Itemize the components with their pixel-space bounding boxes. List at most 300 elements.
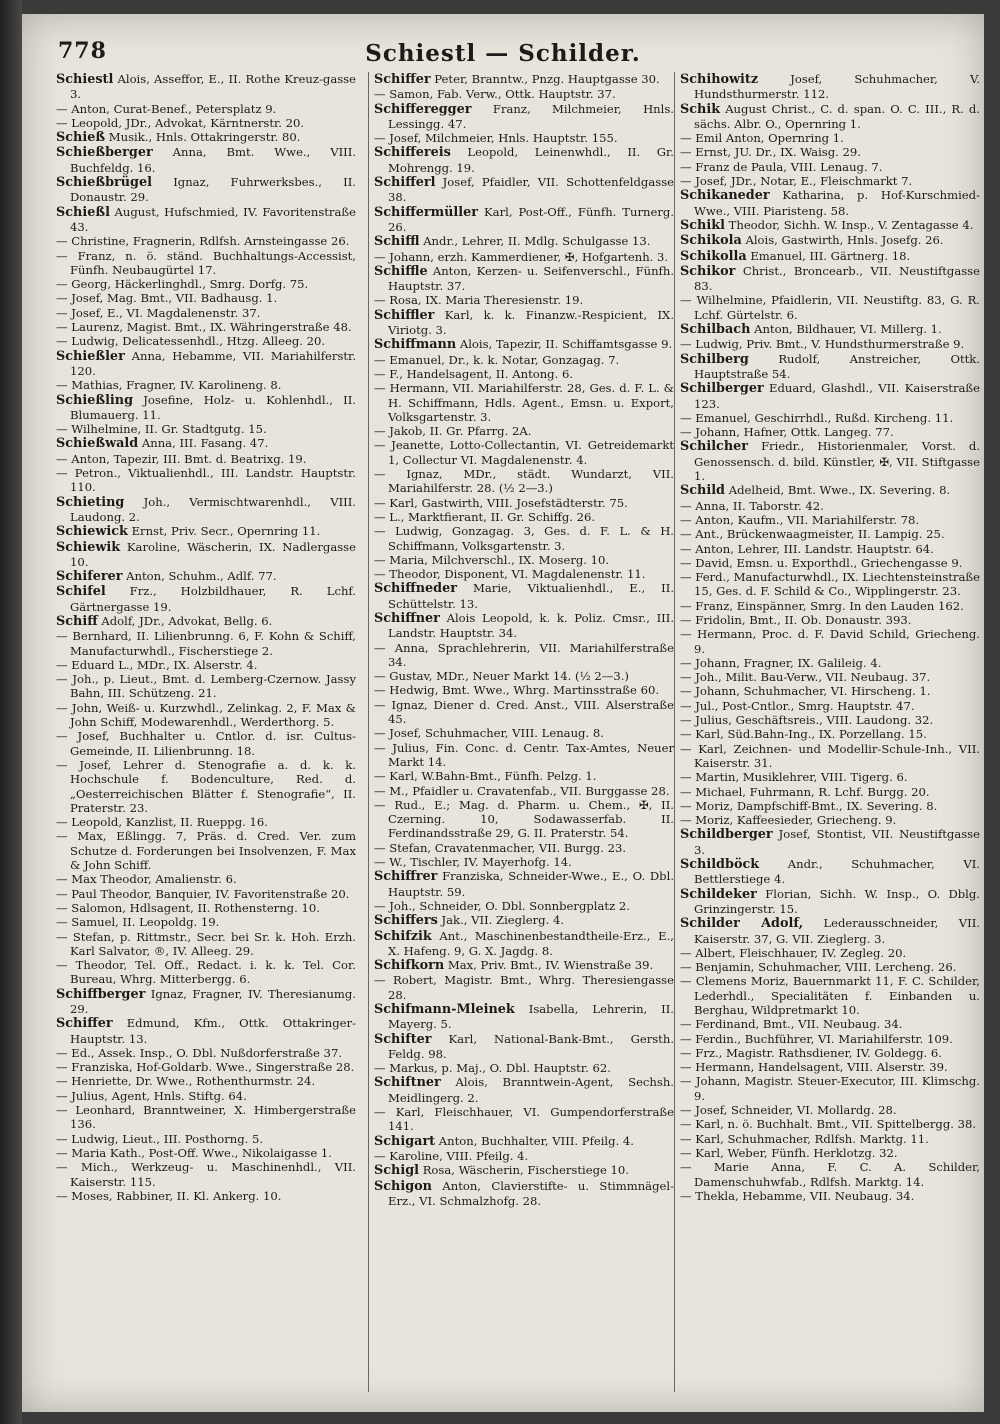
- directory-entry: [680, 233, 980, 248]
- entry-details: — Gustav, MDr., Neuer Markt 14. (½ 2—3.): [374, 669, 629, 684]
- entry-surname: Schiff: [56, 613, 98, 629]
- entry-details: — Jeanette, Lotto-Collectantin, VI. Getreidemarkt 1, Collectur VI. Magdalenenstr. 4.: [374, 438, 674, 467]
- entry-details: Peter, Branntw., Pnzg. Hauptgasse 30.: [434, 72, 660, 86]
- entry-details: — John, Weiß- u. Kurzwhdl., Zelinkag. 2, F. Max & John Schiff, Modewarenhdl., Werderthorg. 5.: [56, 700, 356, 730]
- directory-entry: [56, 815, 356, 829]
- directory-entry: [56, 393, 356, 423]
- entry-details: — Ferdinand, Bmt., VII. Neubaug. 34.: [680, 1017, 903, 1032]
- entry-surname: Schifel: [56, 584, 106, 600]
- directory-entry: [56, 145, 356, 175]
- entry-details: — Samon, Fab. Verw., Ottk. Hauptstr. 37.: [374, 87, 616, 102]
- entry-surname: Schießling: [56, 392, 134, 408]
- directory-entry: [374, 1002, 674, 1032]
- entry-details: — Moses, Rabbiner, II. Kl. Ankerg. 10.: [56, 1188, 282, 1203]
- directory-entry: [680, 411, 980, 425]
- entry-details: — Karl, Fleischhauer, VI. Gumpendorferstraße 141.: [374, 1105, 674, 1134]
- entry-details: — Ant., Brückenwaagmeister, II. Lampig. 25.: [680, 527, 945, 542]
- entry-details: Alois, Asseffor, E., II. Rothe Kreuz-gasse 3.: [70, 72, 356, 102]
- directory-entry: [374, 841, 674, 855]
- entry-surname: Schilberger: [680, 381, 764, 397]
- entry-details: — Karl, Weber, Fünfh. Herklotzg. 32.: [680, 1145, 898, 1160]
- directory-entry: [374, 769, 674, 783]
- entry-surname: Schiewik: [56, 539, 121, 555]
- directory-entry: [56, 452, 356, 466]
- entry-details: — Ernst, JU. Dr., IX. Waisg. 29.: [680, 145, 861, 160]
- directory-entry: [56, 701, 356, 730]
- directory-entry: [680, 1132, 980, 1146]
- directory-entry: [374, 510, 674, 524]
- directory-entry: [680, 613, 980, 627]
- directory-entry: [56, 422, 356, 436]
- entry-details: Franz, Milchmeier, Hnls. Lessingg. 47.: [388, 101, 674, 131]
- directory-entry: [56, 1146, 356, 1160]
- entry-details: — Michael, Fuhrmann, R. Lchf. Burgg. 20.: [680, 784, 930, 799]
- entry-surname: Schild: [680, 483, 726, 499]
- entry-surname: Schildberger: [680, 827, 773, 843]
- directory-entry: [680, 102, 980, 132]
- directory-entry: [56, 1046, 356, 1060]
- entry-details: — Jul., Post-Cntlor., Smrg. Hauptstr. 47.: [680, 698, 915, 713]
- directory-entry: [374, 1163, 674, 1178]
- entry-details: — Eduard L., MDr., IX. Alserstr. 4.: [56, 657, 258, 672]
- entry-details: Alois, Gastwirth, Hnls. Josefg. 26.: [745, 233, 944, 248]
- directory-entry: [56, 658, 356, 672]
- entry-details: Ernst, Priv. Secr., Opernring 11.: [131, 524, 321, 539]
- entry-details: Josefine, Holz- u. Kohlenhdl., II. Blumauerg. 11.: [70, 392, 356, 422]
- entry-details: — Anton, Kaufm., VII. Mariahilferstr. 78.: [680, 512, 920, 527]
- directory-entry: [56, 872, 356, 886]
- entry-details: — Petron., Viktualienhdl., III. Landstr. Hauptstr. 110.: [56, 466, 356, 495]
- entry-surname: Schiffler: [374, 307, 435, 323]
- directory-column-1: [56, 72, 356, 1392]
- column-divider: [368, 72, 369, 1392]
- directory-entry: [680, 542, 980, 556]
- directory-entry: [374, 102, 674, 132]
- scan-edge: [0, 0, 22, 1424]
- entry-details: — Ludwig, Gonzagag. 3, Ges. d. F. L. & H. Schiffmann, Volksgartenstr. 3.: [374, 524, 674, 553]
- directory-entry: [680, 218, 980, 233]
- entry-surname: Schiffrer: [374, 869, 438, 885]
- entry-details: August Christ., C. d. span. O. C. III., R. d. sächs. Albr. O., Opernring 1.: [694, 101, 980, 131]
- directory-entry: [374, 899, 674, 913]
- entry-details: — Christine, Fragnerin, Rdlfsh. Arnsteingasse 26.: [56, 234, 350, 249]
- directory-entry: [374, 958, 674, 973]
- entry-details: Anton, Buchhalter, VIII. Pfeilg. 4.: [438, 1133, 634, 1148]
- directory-entry: [680, 1017, 980, 1031]
- entry-details: — Wilhelmine, Pfaidlerin, VII. Neustiftg. 83, G. R. Lchf. Gürtelstr. 6.: [680, 293, 980, 322]
- directory-entry: [374, 250, 674, 264]
- directory-entry: [680, 174, 980, 188]
- directory-entry: [56, 1016, 356, 1046]
- directory-entry: [680, 1103, 980, 1117]
- entry-details: — Ferd., Manufacturwhdl., IX. Liechtensteinstraße 15, Ges. d. F. Schild & Co., Wipplingerstr. 23.: [680, 570, 980, 599]
- directory-entry: [374, 1032, 674, 1062]
- entry-details: Lederausschneider, VII. Kaiserstr. 37, G. VII. Zieglerg. 3.: [694, 916, 980, 946]
- entry-surname: Schigart: [374, 1133, 436, 1149]
- entry-details: — Ludwig, Delicatessenhdl., Htzg. Alleeg. 20.: [56, 334, 326, 349]
- entry-details: — Josef, Schneider, VI. Mollardg. 28.: [680, 1103, 897, 1118]
- entry-details: Anna, Hebamme, VII. Mariahilferstr. 120.: [70, 348, 356, 378]
- entry-details: — Johann, erzh. Kammerdiener, ✠, Hofgartenh. 3.: [374, 249, 669, 264]
- directory-entry: [374, 1105, 674, 1134]
- directory-entry: [680, 713, 980, 727]
- directory-entry: [374, 145, 674, 175]
- entry-details: — Wilhelmine, II. Gr. Stadtgutg. 15.: [56, 422, 267, 437]
- directory-entry: [56, 1189, 356, 1203]
- entry-surname: Schik: [680, 101, 721, 117]
- entry-details: — Johann, Magistr. Steuer-Executor, III. Klimschg. 9.: [680, 1074, 980, 1103]
- entry-surname: Schießl: [56, 204, 110, 220]
- entry-surname: Schilbach: [680, 322, 751, 338]
- directory-entry: [374, 741, 674, 770]
- entry-details: Ant., Maschinenbestandtheile-Erz., E., X. Hafeng. 9, G. X. Jagdg. 8.: [388, 928, 674, 958]
- directory-entry: [56, 1160, 356, 1189]
- entry-details: Jak., VII. Zieglerg. 4.: [441, 913, 565, 928]
- directory-entry: [56, 758, 356, 815]
- entry-surname: Schießberger: [56, 145, 153, 161]
- entry-details: — Karl, Zeichnen- und Modellir-Schule-Inh., VII. Kaiserstr. 31.: [680, 741, 980, 770]
- entry-details: — Paul Theodor, Banquier, IV. Favoritenstraße 20.: [56, 886, 350, 901]
- entry-details: — Karl, Süd.Bahn-Ing., IX. Porzellang. 15.: [680, 727, 927, 742]
- directory-entry: [680, 656, 980, 670]
- entry-details: August, Hufschmied, IV. Favoritenstraße 43.: [70, 204, 356, 234]
- entry-details: Josef, Pfaidler, VII. Schottenfeldgasse 38.: [388, 175, 674, 205]
- entry-details: Florian, Sichh. W. Insp., O. Dblg. Grinzingerstr. 15.: [694, 886, 980, 916]
- entry-details: — Emanuel, Dr., k. k. Notar, Gonzagag. 7.: [374, 352, 620, 367]
- entry-details: — Henriette, Dr. Wwe., Rothenthurmstr. 24.: [56, 1074, 316, 1089]
- directory-entry: [56, 614, 356, 629]
- directory-entry: [56, 569, 356, 584]
- entry-details: Karoline, Wäscherin, IX. Nadlergasse 10.: [70, 539, 356, 569]
- directory-entry: [680, 556, 980, 570]
- directory-entry: [680, 813, 980, 827]
- entry-surname: Schilberg: [680, 351, 749, 367]
- directory-entry: [374, 1075, 674, 1105]
- directory-entry: [680, 684, 980, 698]
- directory-entry: [680, 145, 980, 159]
- entry-details: Friedr., Historienmaler, Vorst. d. Genossensch. d. bild. Künstler, ✠, VII. Stiftgasse 1.: [694, 439, 980, 484]
- entry-details: Franziska, Schneider-Wwe., E., O. Dbl. Hauptstr. 59.: [388, 869, 674, 899]
- entry-surname: Schikaneder: [680, 188, 770, 204]
- directory-entry: [374, 72, 674, 87]
- directory-entry: [56, 584, 356, 614]
- entry-details: Katharina, p. Hof-Kurschmied-Wwe., VIII. Piaristeng. 58.: [694, 188, 980, 218]
- entry-details: — Joh., Milit. Bau-Verw., VII. Neubaug. 37.: [680, 670, 931, 685]
- directory-entry: [374, 798, 674, 841]
- directory-entry: [680, 160, 980, 174]
- directory-entry: [56, 524, 356, 539]
- directory-entry: [374, 698, 674, 727]
- running-head: Schiestl — Schilder.: [365, 40, 641, 67]
- entry-details: — Mathias, Fragner, IV. Karolineng. 8.: [56, 378, 282, 393]
- entry-details: — Emil Anton, Opernring 1.: [680, 131, 844, 146]
- directory-entry: [56, 729, 356, 758]
- directory-entry: [680, 799, 980, 813]
- entry-details: — Robert, Magistr. Bmt., Whrg. Theresiengasse 28.: [374, 973, 674, 1002]
- directory-entry: [56, 901, 356, 915]
- directory-entry: [56, 130, 356, 145]
- directory-entry: [680, 887, 980, 917]
- entry-details: — Franz, Einspänner, Smrg. In den Lauden 162.: [680, 598, 964, 613]
- directory-entry: [56, 1074, 356, 1088]
- entry-surname: Schiffneder: [374, 581, 457, 597]
- entry-surname: Schiftner: [374, 1075, 441, 1091]
- directory-entry: [374, 467, 674, 496]
- entry-details: — Ignaz, Diener d. Cred. Anst., VIII. Alserstraße 45.: [374, 697, 674, 727]
- directory-entry: [680, 599, 980, 613]
- directory-entry: [374, 973, 674, 1002]
- entry-details: — Anton, Curat-Benef., Petersplatz 9.: [56, 101, 277, 116]
- entry-details: Karl, National-Bank-Bmt., Gersth. Feldg. 98.: [388, 1031, 674, 1061]
- directory-entry: [680, 131, 980, 145]
- directory-entry: [680, 946, 980, 960]
- entry-details: — Josef, Schuhmacher, VIII. Lenaug. 8.: [374, 726, 604, 741]
- entry-details: Andr., Lehrer, II. Mdlg. Schulgasse 13.: [423, 234, 651, 249]
- entry-details: — Julius, Fin. Conc. d. Centr. Tax-Amtes, Neuer Markt 14.: [374, 740, 674, 769]
- entry-details: Frz., Holzbildhauer, R. Lchf. Gärtnergasse 19.: [70, 584, 356, 614]
- entry-details: — M., Pfaidler u. Cravatenfab., VII. Burggasse 28.: [374, 783, 670, 798]
- entry-details: — Josef, Buchhalter u. Cntlor. d. isr. Cultus-Gemeinde, II. Lilienbrunng. 18.: [56, 729, 356, 758]
- entry-surname: Schiewick: [56, 524, 128, 540]
- directory-entry: [374, 567, 674, 581]
- entry-details: — Martin, Musiklehrer, VIII. Tigerg. 6.: [680, 770, 908, 785]
- directory-entry: [374, 205, 674, 235]
- entry-details: Rudolf, Anstreicher, Ottk. Hauptstraße 54.: [694, 351, 980, 381]
- entry-details: Theodor, Sichh. W. Insp., V. Zentagasse 4.: [728, 217, 974, 232]
- entry-details: — Benjamin, Schuhmacher, VIII. Lercheng. 26.: [680, 960, 957, 975]
- entry-details: — Mich., Werkzeug- u. Maschinenhdl., VII. Kaiserstr. 115.: [56, 1160, 356, 1189]
- entry-details: Andr., Schuhmacher, VI. Bettlerstiege 4.: [694, 857, 980, 887]
- directory-entry: [56, 116, 356, 130]
- directory-entry: [374, 669, 674, 683]
- entry-details: — Rud., E.; Mag. d. Pharm. u. Chem., ✠, II. Czerning. 10, Sodawasserfab. II. Ferdinandsstraße 29, G. II. Praterstr. 54.: [374, 797, 674, 841]
- directory-entry: [680, 483, 980, 498]
- entry-surname: Schießwald: [56, 436, 139, 452]
- entry-details: — Stefan, p. Rittmstr., Secr. bei Sr. k. Hoh. Erzh. Karl Salvator, ®, IV. Alleeg. 29.: [56, 929, 356, 958]
- directory-entry: [680, 1146, 980, 1160]
- entry-details: Josef, Schuhmacher, V. Hundsthurmerstr. 112.: [694, 72, 980, 102]
- directory-entry: [374, 1149, 674, 1163]
- entry-details: — Hermann, Proc. d. F. David Schild, Griecheng. 9.: [680, 627, 980, 656]
- entry-details: — Georg, Häckerlinghdl., Smrg. Dorfg. 75.: [56, 277, 309, 292]
- directory-entry: [374, 524, 674, 553]
- directory-entry: [374, 581, 674, 611]
- entry-details: — Anna, II. Taborstr. 42.: [680, 498, 824, 513]
- entry-details: Josef, Stontist, VII. Neustiftgasse 3.: [694, 827, 980, 857]
- entry-details: Karl, Post-Off., Fünfh. Turnerg. 26.: [388, 204, 674, 234]
- directory-entry: [374, 438, 674, 467]
- entry-details: — Karl, Schuhmacher, Rdlfsh. Marktg. 11.: [680, 1131, 929, 1146]
- entry-details: Christ., Broncearb., VII. Neustiftgasse 83.: [694, 263, 980, 294]
- entry-details: — Max, Eßlingg. 7, Präs. d. Cred. Ver. zum Schutze d. Forderungen bei Insolvenzen, F. Max & John Schiff.: [56, 829, 356, 873]
- entry-details: Max, Priv. Bmt., IV. Wienstraße 39.: [447, 958, 654, 973]
- column-divider: [674, 72, 675, 1392]
- directory-entry: [56, 1089, 356, 1103]
- directory-entry: [56, 249, 356, 278]
- entry-details: Musik., Hnls. Ottakringerstr. 80.: [108, 130, 301, 145]
- directory-entry: [56, 958, 356, 987]
- directory-entry: [680, 352, 980, 382]
- directory-entry: [56, 672, 356, 701]
- directory-entry: [680, 513, 980, 527]
- entry-details: — Leopold, Kanzlist, II. Rueppg. 16.: [56, 815, 268, 830]
- entry-surname: Schießler: [56, 348, 125, 364]
- directory-entry: [680, 785, 980, 799]
- directory-entry: [56, 987, 356, 1017]
- entry-surname: Schiffner: [374, 610, 440, 626]
- entry-details: — Hedwig, Bmt. Wwe., Whrg. Martinsstraße 60.: [374, 683, 660, 698]
- directory-entry: [680, 670, 980, 684]
- directory-entry: [680, 1032, 980, 1046]
- entry-details: — Ludwig, Priv. Bmt., V. Hundsthurmerstraße 9.: [680, 337, 965, 352]
- directory-entry: [374, 424, 674, 438]
- directory-entry: [374, 381, 674, 424]
- directory-entry: [56, 930, 356, 959]
- entry-details: — Fridolin, Bmt., II. Ob. Donaustr. 393.: [680, 612, 912, 627]
- directory-entry: [56, 72, 356, 102]
- entry-details: — Ludwig, Lieut., III. Posthorng. 5.: [56, 1131, 264, 1146]
- directory-entry: [680, 1074, 980, 1103]
- entry-details: — Karl, n. ö. Buchhalt. Bmt., VII. Spittelbergg. 38.: [680, 1117, 977, 1132]
- directory-entry: [374, 929, 674, 959]
- entry-details: Adolf, JDr., Advokat, Bellg. 6.: [101, 613, 273, 628]
- entry-surname: Schifzik: [374, 928, 432, 944]
- directory-entry: [56, 436, 356, 451]
- entry-details: Rosa, Wäscherin, Fischerstiege 10.: [422, 1163, 629, 1178]
- directory-entry: [374, 234, 674, 249]
- entry-details: — Albert, Fleischhauer, IV. Zegleg. 20.: [680, 945, 907, 960]
- entry-details: Alois, Branntwein-Agent, Sechsh. Meidlingerg. 2.: [388, 1075, 674, 1105]
- directory-entry: [56, 320, 356, 334]
- entry-details: — Clemens Moriz, Bauernmarkt 11, F. C. Schilder, Lederhdl., Specialitäten f. Einbanden u. Berghau, Wildpretmarkt 10.: [680, 974, 980, 1017]
- entry-details: — Julius, Agent, Hnls. Stiftg. 64.: [56, 1088, 247, 1103]
- entry-surname: Schifferl: [374, 175, 436, 191]
- directory-entry: [374, 869, 674, 899]
- entry-surname: Schieß: [56, 130, 106, 146]
- directory-entry: [374, 1134, 674, 1149]
- entry-details: Leopold, Leinenwhdl., II. Gr. Mohrengg. 19.: [388, 145, 674, 175]
- directory-entry: [680, 264, 980, 294]
- entry-surname: Schiffl: [374, 234, 420, 250]
- entry-details: — Ignaz, MDr., städt. Wundarzt, VII. Mariahilferstr. 28. (½ 2—3.): [374, 467, 674, 496]
- entry-details: — F., Handelsagent, II. Antong. 6.: [374, 366, 574, 381]
- entry-details: Alois Leopold, k. k. Poliz. Cmsr., III. Landstr. Hauptstr. 34.: [388, 610, 674, 641]
- directory-entry: [56, 175, 356, 205]
- entry-details: Marie, Viktualienhdl., E., II. Schüttelstr. 13.: [388, 581, 674, 611]
- entry-surname: Schiffer: [56, 1016, 113, 1032]
- directory-entry: [680, 627, 980, 656]
- entry-details: Edmund, Kfm., Ottk. Ottakringer-Hauptstr. 13.: [70, 1016, 356, 1046]
- entry-details: — Franz, n. ö. ständ. Buchhaltungs-Accessist, Fünfh. Neubaugürtel 17.: [56, 248, 356, 277]
- directory-entry: [680, 727, 980, 741]
- entry-details: — Bernhard, II. Lilienbrunng. 6, F. Kohn & Schiff, Manufacturwhdl., Fischerstiege 2.: [56, 629, 356, 658]
- entry-details: — Leonhard, Branntweiner, X. Himbergerstraße 136.: [56, 1103, 356, 1132]
- entry-details: — Thekla, Hebamme, VII. Neubaug. 34.: [680, 1188, 915, 1203]
- entry-details: Anton, Schuhm., Adlf. 77.: [126, 569, 277, 584]
- entry-details: — Ferdin., Buchführer, VI. Mariahilferstr. 109.: [680, 1031, 953, 1046]
- directory-entry: [56, 466, 356, 495]
- entry-surname: Schiffberger: [56, 986, 146, 1002]
- entry-details: — Samuel, II. Leopoldg. 19.: [56, 915, 220, 930]
- directory-entry: [374, 913, 674, 928]
- entry-surname: Schiffer: [374, 72, 431, 87]
- entry-surname: Schiestl: [56, 72, 114, 87]
- directory-entry: [56, 378, 356, 392]
- entry-details: — Rosa, IX. Maria Theresienstr. 19.: [374, 293, 584, 308]
- entry-details: Adelheid, Bmt. Wwe., IX. Severing. 8.: [728, 483, 951, 498]
- entry-details: — Leopold, JDr., Advokat, Kärntnerstr. 20.: [56, 115, 305, 130]
- directory-entry: [680, 1117, 980, 1131]
- directory-entry: [56, 629, 356, 658]
- entry-details: — David, Emsn. u. Exporthdl., Griechengasse 9.: [680, 555, 963, 570]
- directory-entry: [680, 570, 980, 599]
- directory-entry: [56, 334, 356, 348]
- directory-entry: [374, 1061, 674, 1075]
- directory-entry: [680, 381, 980, 411]
- entry-details: Anna, III. Fasang. 47.: [141, 436, 269, 451]
- entry-surname: Schiferer: [56, 569, 123, 585]
- entry-details: — Josef, JDr., Notar, E., Fleischmarkt 7.: [680, 174, 913, 189]
- entry-details: — W., Tischler, IV. Mayerhofg. 14.: [374, 855, 572, 870]
- entry-details: — Marie Anna, F. C. A. Schilder, Damenschuhwfab., Rdlfsh. Marktg. 14.: [680, 1160, 980, 1189]
- entry-details: — Anna, Sprachlehrerin, VII. Mariahilferstraße 34.: [374, 640, 674, 669]
- directory-entry: [56, 205, 356, 235]
- entry-details: — Moriz, Kaffeesieder, Griecheng. 9.: [680, 813, 897, 828]
- entry-details: — Jakob, II. Gr. Pfarrg. 2A.: [374, 424, 532, 439]
- entry-details: — Moriz, Dampfschiff-Bmt., IX. Severing. 8.: [680, 798, 938, 813]
- directory-entry: [374, 367, 674, 381]
- entry-surname: Schieting: [56, 494, 125, 510]
- entry-surname: Schifter: [374, 1031, 432, 1047]
- entry-surname: Schilcher: [680, 439, 749, 455]
- entry-details: Ignaz, Fragner, IV. Theresianumg. 29.: [70, 986, 356, 1016]
- directory-entry: [56, 349, 356, 379]
- page-number: 778: [58, 38, 107, 64]
- directory-entry: [680, 1189, 980, 1203]
- entry-surname: Schiffle: [374, 263, 428, 279]
- entry-surname: Schiffmann: [374, 337, 457, 353]
- entry-details: — Johann, Schuhmacher, VI. Hirscheng. 1.: [680, 684, 931, 699]
- directory-entry: [374, 353, 674, 367]
- entry-surname: Schiffers: [374, 913, 438, 929]
- entry-details: Alois, Tapezir, II. Schiffamtsgasse 9.: [459, 337, 673, 352]
- directory-entry: [374, 496, 674, 510]
- entry-details: — Johann, Fragner, IX. Galileig. 4.: [680, 655, 882, 670]
- entry-details: Isabella, Lehrerin, II. Mayerg. 5.: [388, 1002, 674, 1032]
- directory-entry: [56, 540, 356, 570]
- entry-details: — Salomon, Hdlsagent, II. Rothensterng. 10.: [56, 900, 320, 915]
- directory-entry: [680, 974, 980, 1017]
- entry-details: Anton, Kerzen- u. Seifenverschl., Fünfh. Hauptstr. 37.: [388, 263, 674, 294]
- directory-entry: [56, 1060, 356, 1074]
- entry-details: — Markus, p. Maj., O. Dbl. Hauptstr. 62.: [374, 1061, 611, 1076]
- entry-surname: Schikl: [680, 217, 725, 233]
- page-header: [22, 28, 984, 78]
- entry-details: — L., Marktfierant, II. Gr. Schiffg. 26.: [374, 509, 596, 524]
- directory-entry: [56, 829, 356, 872]
- entry-surname: Schigl: [374, 1163, 420, 1179]
- entry-details: — Hermann, VII. Mariahilferstr. 28, Ges. d. F. L. & H. Schiffmann, Hdls. Agent., Emsn. u. Export, Volksgartenstr. 3.: [374, 381, 674, 424]
- directory-entry: [374, 683, 674, 697]
- directory-entry: [680, 1060, 980, 1074]
- directory-entry: [680, 188, 980, 218]
- directory-entry: [56, 1103, 356, 1132]
- directory-entry: [680, 770, 980, 784]
- directory-entry: [680, 293, 980, 322]
- entry-surname: Schildeker: [680, 886, 757, 902]
- entry-details: — Josef, E., VI. Magdalenenstr. 37.: [56, 305, 261, 320]
- directory-entry: [680, 425, 980, 439]
